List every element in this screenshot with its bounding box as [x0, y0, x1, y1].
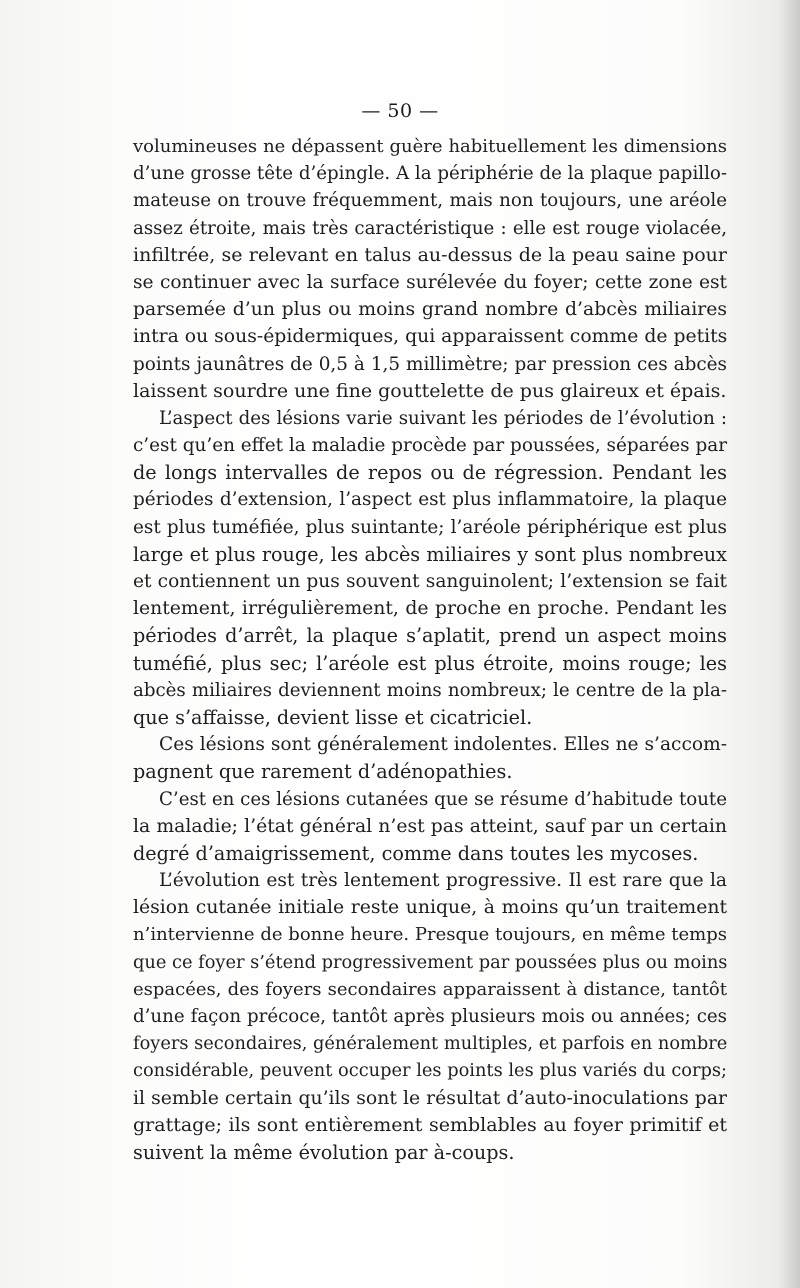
text-line: d’une façon précoce, tantôt après plusieurs mois ou années; ces	[133, 1006, 727, 1027]
text-line: lentement, irrégulièrement, de proche en proche. Pendant les	[133, 598, 727, 620]
text-line: c’est qu’en effet la maladie procède par poussées, séparées par	[133, 435, 727, 457]
text-line: large et plus rouge, les abcès miliaires y sont plus nombreux	[133, 542, 727, 566]
text-line: périodes d’extension, l’aspect est plus inflammatoire, la plaque	[133, 489, 727, 511]
text-line: infiltrée, se relevant en talus au-dessus de la peau saine pour	[133, 243, 727, 266]
page-number: — 50 —	[361, 100, 439, 122]
body-text	[133, 133, 727, 1166]
text-line: d’une grosse tête d’épingle. A la périphérie de la plaque papillo-	[133, 163, 727, 185]
text-line: que ce foyer s’étend progressivement par poussées plus ou moins	[133, 951, 728, 973]
text-line: périodes d’arrêt, la plaque s’aplatit, prend un aspect moins	[133, 624, 727, 648]
text-line: espacées, des foyers secondaires apparaissent à distance, tantôt	[133, 978, 727, 1000]
text-line: la maladie; l’état général n’est pas atteint, sauf par un certain	[133, 815, 727, 837]
paragraph	[133, 133, 727, 405]
text-line: foyers secondaires, généralement multiples, et parfois en nombre	[133, 1033, 728, 1055]
text-line: n’intervienne de bonne heure. Presque toujours, en même temps	[133, 924, 727, 946]
text-line: se continuer avec la surface surélevée du foyer; cette zone est	[133, 271, 727, 293]
text-line: laissent sourdre une fine gouttelette de pus glaireux et épais.	[133, 379, 727, 402]
text-line: parsemée d’un plus ou moins grand nombre d’abcès miliaires	[133, 299, 727, 321]
text-line: volumineuses ne dépassent guère habituellement les dimensions	[133, 136, 727, 157]
text-line: grattage; ils sont entièrement semblables au foyer primitif et	[133, 1113, 727, 1136]
paragraph	[133, 867, 727, 1166]
paragraph	[133, 405, 727, 731]
text-line: L’aspect des lésions varie suivant les périodes de l’évolution :	[159, 407, 727, 429]
paragraph	[133, 731, 727, 785]
text-line: lésion cutanée initiale reste unique, à moins qu’un traitement	[133, 897, 727, 919]
text-line: abcès miliaires deviennent moins nombreux; le centre de la pla-	[133, 679, 727, 701]
text-line: tuméfié, plus sec; l’aréole est plus étroite, moins rouge; les	[133, 651, 727, 675]
text-line: considérable, peuvent occuper les points les plus variés du corps;	[133, 1060, 727, 1082]
text-line: degré d’amaigrissement, comme dans toutes les mycoses.	[133, 841, 699, 865]
text-line: points jaunâtres de 0,5 à 1,5 millimètre; par pression ces abcès	[133, 353, 727, 375]
text-line: suivent la même évolution par à-coups.	[133, 1140, 515, 1164]
text-line: assez étroite, mais très caractéristique : elle est rouge violacée,	[133, 217, 727, 239]
text-line: L’évolution est très lentement progressive. Il est rare que la	[159, 870, 727, 892]
text-line: de longs intervalles de repos ou de régression. Pendant les	[133, 461, 727, 485]
text-line: intra ou sous-épidermiques, qui apparaissent comme de petits	[133, 326, 728, 348]
text-line: que s’affaisse, devient lisse et cicatriciel.	[133, 705, 533, 729]
text-line: Ces lésions sont généralement indolentes. Elles ne s’accom-	[159, 734, 727, 756]
paragraph	[133, 786, 727, 868]
text-line: pagnent que rarement d’adénopathies.	[133, 760, 513, 784]
text-line: C’est en ces lésions cutanées que se résume d’habitude toute	[159, 788, 727, 810]
text-line: et contiennent un pus souvent sanguinolent; l’extension se fait	[133, 571, 727, 592]
text-line: mateuse on trouve fréquemment, mais non toujours, une aréole	[133, 190, 727, 212]
text-line: est plus tuméfiée, plus suintante; l’aréole périphérique est plus	[133, 516, 727, 538]
page-edge-shadow	[782, 0, 800, 1288]
text-line: il semble certain qu’ils sont le résultat d’auto-inoculations par	[133, 1087, 727, 1109]
